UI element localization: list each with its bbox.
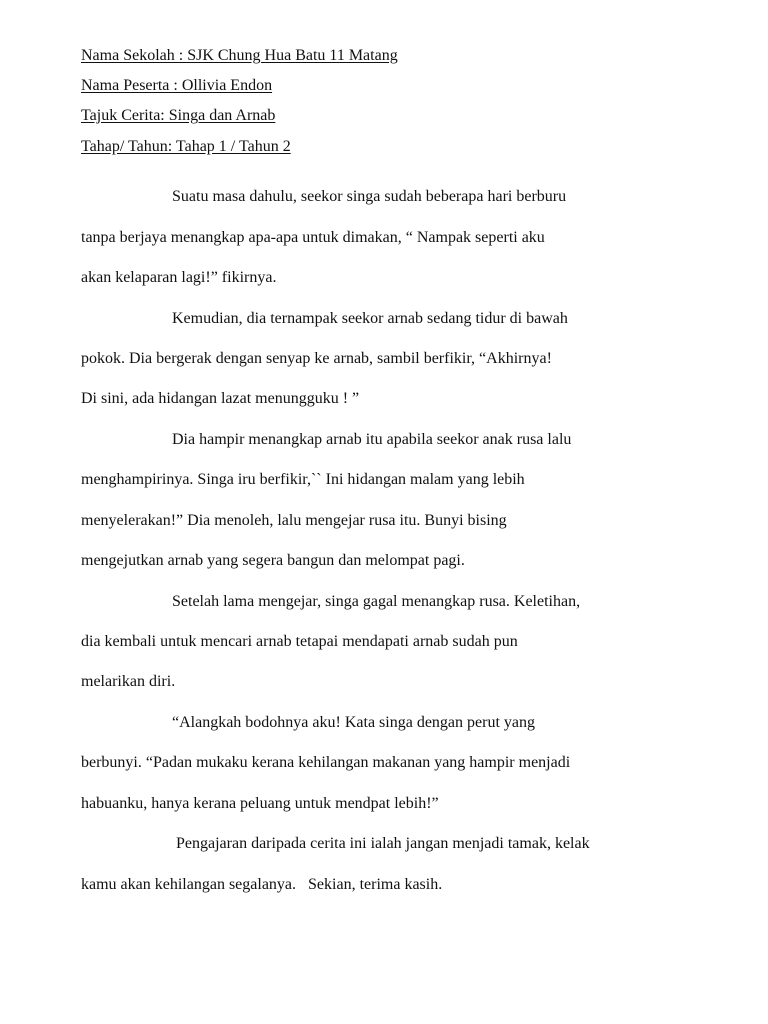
story-line: tanpa berjaya menangkap apa-apa untuk dimakan, “ Nampak seperti aku — [81, 229, 545, 246]
story-line: Di sini, ada hidangan lazat menungguku ! ” — [81, 390, 360, 407]
level-year-line: Tahap/ Tahun: Tahap 1 / Tahun 2 — [81, 138, 291, 155]
story-line: dia kembali untuk mencari arnab tetapai mendapati arnab sudah pun — [81, 633, 518, 650]
story-line: mengejutkan arnab yang segera bangun dan melompat pagi. — [81, 552, 465, 569]
story-line: pokok. Dia bergerak dengan senyap ke arnab, sambil berfikir, “Akhirnya! — [81, 350, 552, 367]
story-line: menghampirinya. Singa iru berfikir,`` Ini hidangan malam yang lebih — [81, 471, 525, 488]
story-line: Kemudian, dia ternampak seekor arnab sedang tidur di bawah — [172, 310, 568, 327]
school-name-line: Nama Sekolah : SJK Chung Hua Batu 11 Matang — [81, 47, 398, 64]
story-line: akan kelaparan lagi!” fikirnya. — [81, 269, 277, 286]
story-line: melarikan diri. — [81, 673, 176, 690]
story-line: “Alangkah bodohnya aku! Kata singa dengan perut yang — [172, 714, 535, 731]
story-line: menyelerakan!” Dia menoleh, lalu mengejar rusa itu. Bunyi bising — [81, 512, 507, 529]
story-line: kamu akan kehilangan segalanya. Sekian, terima kasih. — [81, 876, 443, 893]
story-line: habuanku, hanya kerana peluang untuk mendpat lebih!” — [81, 795, 439, 812]
story-line: Setelah lama mengejar, singa gagal menangkap rusa. Keletihan, — [172, 593, 581, 610]
story-line: Suatu masa dahulu, seekor singa sudah beberapa hari berburu — [172, 188, 567, 205]
story-line: berbunyi. “Padan mukaku kerana kehilangan makanan yang hampir menjadi — [81, 754, 571, 771]
participant-name-line: Nama Peserta : Ollivia Endon — [81, 77, 273, 94]
story-title-line: Tajuk Cerita: Singa dan Arnab — [81, 107, 276, 124]
story-line: Pengajaran daripada cerita ini ialah jangan menjadi tamak, kelak — [172, 835, 590, 852]
story-line: Dia hampir menangkap arnab itu apabila seekor anak rusa lalu — [172, 431, 572, 448]
